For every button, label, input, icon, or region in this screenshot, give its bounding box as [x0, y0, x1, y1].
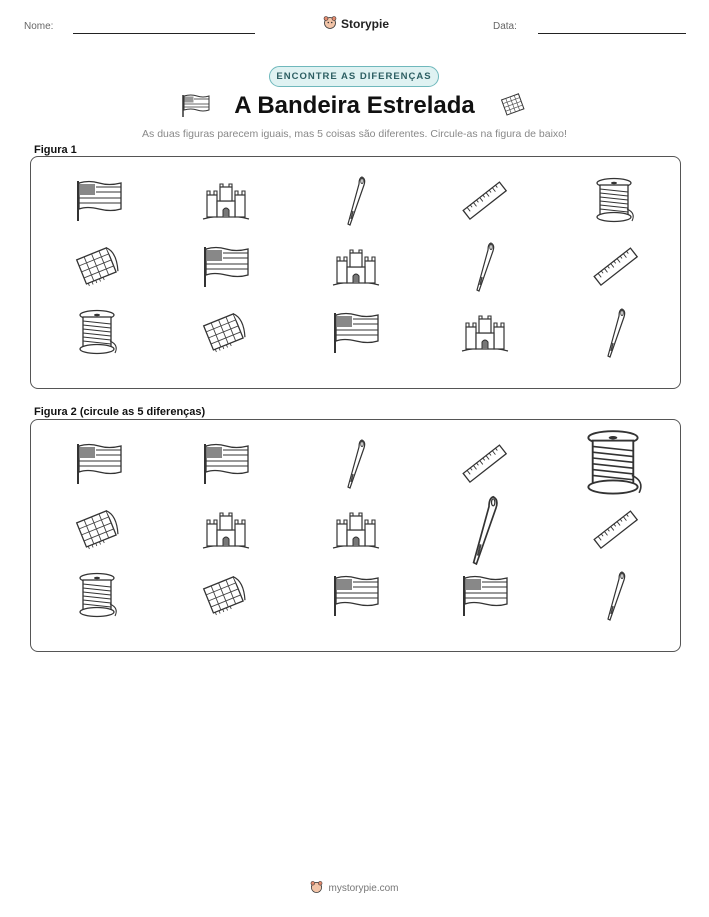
castle-icon[interactable] [326, 237, 386, 297]
castle-icon[interactable] [326, 500, 386, 560]
flag-icon[interactable] [455, 566, 515, 626]
brand-name: Storypie [341, 16, 390, 31]
name-line[interactable] [73, 33, 255, 34]
needle-icon[interactable] [443, 488, 527, 572]
figure1-panel [30, 156, 681, 389]
quilt-icon [500, 92, 528, 123]
flag-icon[interactable] [69, 171, 129, 231]
page-title: A Bandeira Estrelada [234, 92, 475, 119]
flag-icon[interactable] [196, 434, 256, 494]
flag-icon[interactable] [326, 303, 386, 363]
mascot-icon [310, 880, 323, 896]
ruler-icon[interactable] [586, 500, 646, 560]
flag-icon[interactable] [69, 434, 129, 494]
brand-logo [323, 15, 389, 32]
spool-icon[interactable] [586, 171, 646, 231]
figure2-label: Figura 2 (circule as 5 diferenças) [34, 406, 206, 418]
castle-icon[interactable] [455, 303, 515, 363]
quilt-icon[interactable] [69, 500, 129, 560]
castle-icon[interactable] [196, 171, 256, 231]
quilt-icon[interactable] [196, 303, 256, 363]
date-line[interactable] [538, 33, 686, 34]
quilt-icon[interactable] [196, 566, 256, 626]
needle-icon[interactable] [586, 566, 646, 626]
name-label: Nome: [24, 21, 54, 32]
castle-icon[interactable] [196, 500, 256, 560]
footer-url[interactable]: mystorypie.com [328, 882, 399, 894]
quilt-icon[interactable] [69, 237, 129, 297]
figure2-panel[interactable] [30, 419, 681, 652]
needle-icon[interactable] [326, 171, 386, 231]
needle-icon[interactable] [455, 237, 515, 297]
mascot-icon [323, 15, 337, 32]
needle-icon[interactable] [326, 434, 386, 494]
needle-icon[interactable] [586, 303, 646, 363]
ruler-icon[interactable] [586, 237, 646, 297]
spool-icon[interactable] [69, 303, 129, 363]
activity-badge: ENCONTRE AS DIFERENÇAS [269, 66, 439, 87]
flag-icon[interactable] [326, 566, 386, 626]
figure1-label: Figura 1 [34, 144, 77, 156]
instructions: As duas figuras parecem iguais, mas 5 coisas são diferentes. Circule-as na figura de baixo! [142, 128, 567, 140]
date-label: Data: [493, 21, 517, 32]
footer [0, 880, 709, 896]
flag-icon[interactable] [196, 237, 256, 297]
ruler-icon[interactable] [455, 171, 515, 231]
ruler-icon[interactable] [455, 434, 515, 494]
spool-icon[interactable] [69, 566, 129, 626]
spool-icon[interactable] [573, 421, 660, 508]
